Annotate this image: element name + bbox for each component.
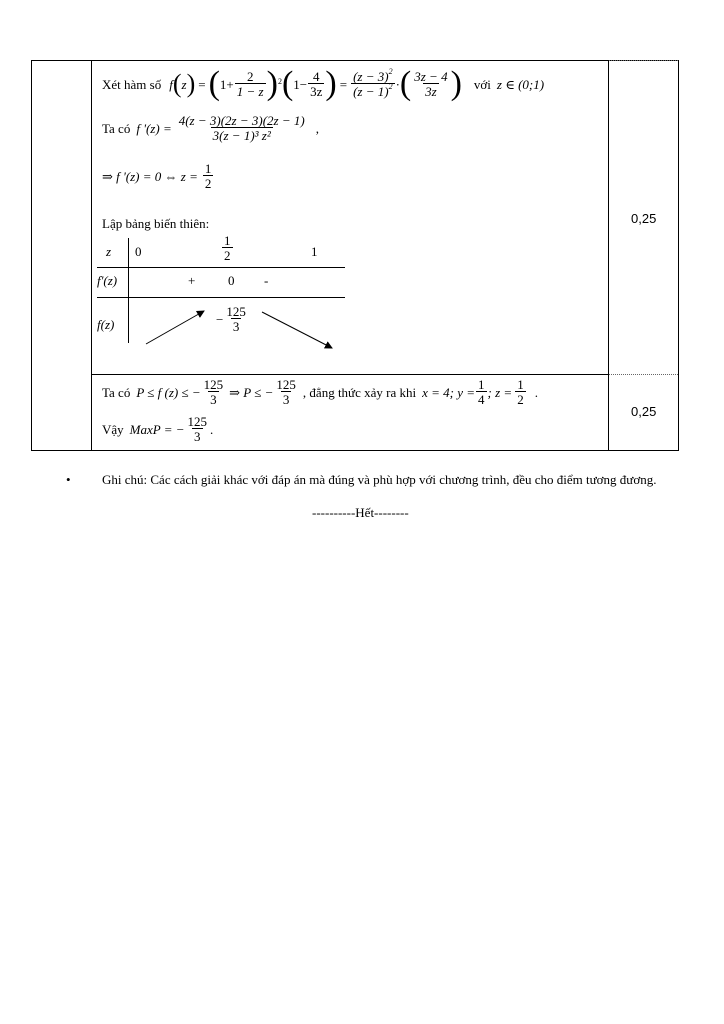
fprime-minus: - [264, 273, 269, 288]
z-end: 1 [311, 244, 318, 259]
fprime-row-label: f'(z) [97, 273, 118, 288]
intro-text: Xét hàm số [102, 76, 162, 92]
bullet-icon: • [66, 472, 71, 487]
max-value: − $\frac{125}{3}$ [216, 304, 246, 334]
z-mid: $\frac{1}{2}$ [224, 233, 231, 263]
fprime-plus: + [188, 273, 196, 288]
fprime-zero: 0 [228, 273, 235, 288]
function-definition: Xét hàm số f ( z ) = ( 1 + $\frac{2}{1 - z}$ ) 2 ( 1 − $\frac{4}{3z}$ ) = $\frac{(z - 3)^2}{(z - 1)^2}$ · ( $\frac{3z - 4}{3z}$ ) với z ∈ (0;1) [102, 65, 545, 102]
conclusion-inequality: Ta có P ≤ f (z) ≤ − $\frac{125}{3}$ ⇒ P ≤ − $\frac{125}{3}$ , đẳng thức xảy ra khi x = 4; y = $\frac{1}{4}$ ; z = $\frac{1}{2}$ . [102, 377, 538, 407]
end-marker: ----------Hết-------- [312, 505, 409, 520]
variation-table-heading: Lập bảng biến thiên: [102, 216, 210, 231]
grading-note [66, 471, 680, 488]
max-result: Vậy MaxP = − $\frac{125}{3}$ . [102, 414, 214, 444]
increasing-arrow [146, 311, 204, 344]
derivative-formula: Ta có f '(z) = $\frac{4(z - 3)(2z - 3)(2z - 1)}{\text{3(z − 1)³ z²}}$ , [102, 113, 319, 143]
z-start: 0 [135, 244, 142, 259]
f-row-label: f(z) [97, 317, 115, 332]
score-1: 0,25 [631, 211, 657, 226]
note-text: Ghi chú: Các cách giải khác với đáp án mà đúng và phù hợp với chương trình, đều cho điểm tương đương. [102, 472, 657, 487]
z-row-label: z [106, 244, 112, 259]
decreasing-arrow [262, 312, 332, 348]
critical-point: ⇒ f '(z) = 0 ⇔ z = $\frac{1}{2}$ [102, 161, 212, 191]
score-2: 0,25 [631, 404, 657, 419]
